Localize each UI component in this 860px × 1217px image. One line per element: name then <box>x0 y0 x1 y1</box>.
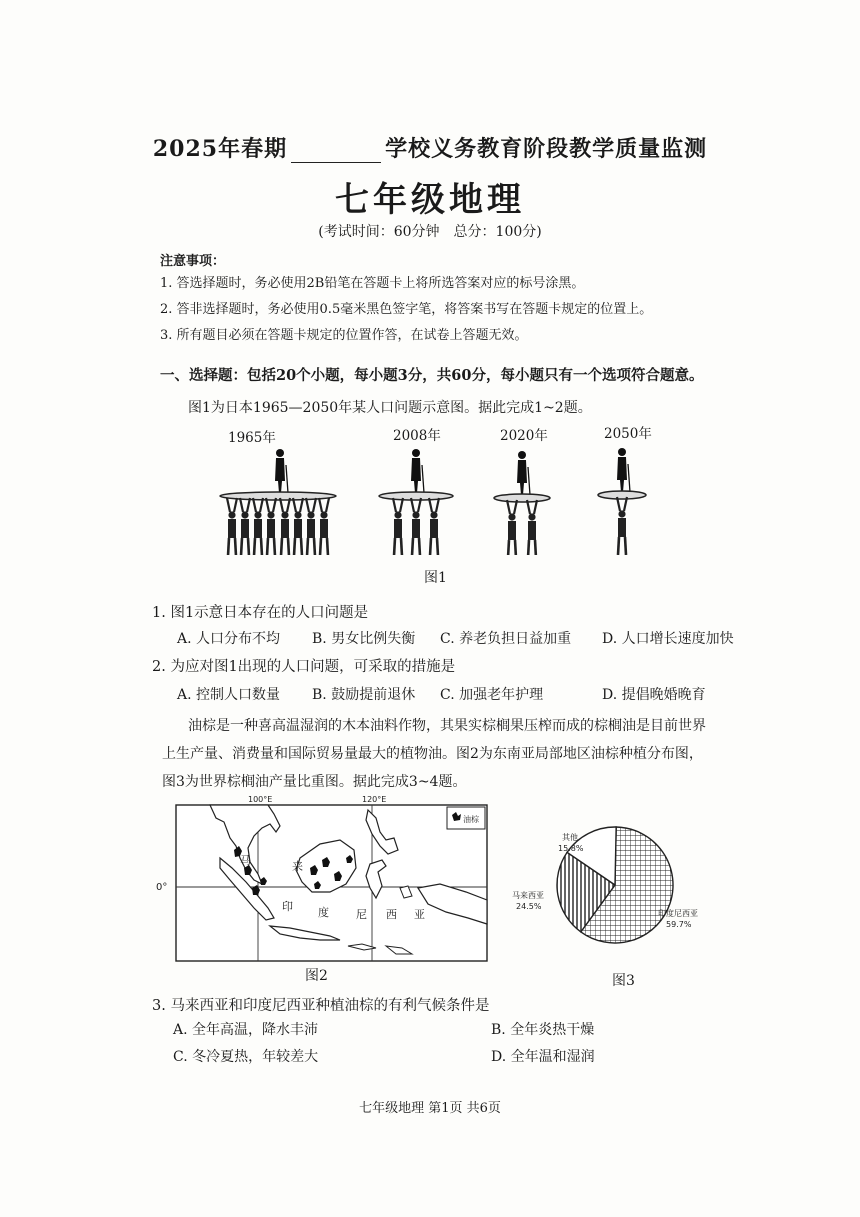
question-3-stem: 3. 马来西亚和印度尼西亚种植油棕的有利气候条件是 <box>152 998 490 1014</box>
map-label-ma: 马 <box>240 854 251 867</box>
oil-palm-map <box>150 788 495 968</box>
legend-label: 油棕 <box>463 815 479 824</box>
notice-item: 1. 答选择题时，务必使用2B铅笔在答题卡上将所选答案对应的标号涂黑。 <box>160 276 585 291</box>
pie-label-indonesia-pct: 59.7% <box>666 920 692 929</box>
question-2-stem: 2. 为应对图1出现的人口问题，可采取的措施是 <box>152 659 456 675</box>
intro-text: 油棕是一种喜高温湿润的木本油料作物，其果实棕榈果压榨而成的棕榈油是目前世界 <box>188 718 706 734</box>
map-label-char: 西 <box>386 908 397 921</box>
fig1-year-label: 2050年 <box>604 426 652 442</box>
question-3-option-c[interactable]: C. 冬冷夏热，年较差大 <box>173 1049 319 1065</box>
title-prefix: 2025年春期 <box>152 136 288 162</box>
intro-text: 图3为世界棕榈油产量比重图。据此完成3~4题。 <box>162 774 467 790</box>
palm-oil-pie-chart <box>500 800 710 970</box>
map-label-char: 亚 <box>414 908 425 921</box>
question-1-option-b[interactable]: B. 男女比例失衡 <box>312 631 416 647</box>
question-2-option-a[interactable]: A. 控制人口数量 <box>177 687 281 703</box>
map-label-char: 印 <box>282 900 293 913</box>
fig1-panel-1965 <box>220 449 336 555</box>
fig1-panel-2008 <box>379 449 453 555</box>
intro-text: 上生产量、消费量和国际贸易量最大的植物油。图2为东南亚局部地区油棕种植分布图， <box>162 746 703 762</box>
section-heading: 一、选择题：包括20个小题，每小题3分，共60分，每小题只有一个选项符合题意。 <box>160 367 704 384</box>
exam-title <box>0 132 860 163</box>
question-3-option-b[interactable]: B. 全年炎热干燥 <box>491 1022 595 1038</box>
pie-label-other-pct: 15.8% <box>558 844 584 853</box>
pie-label-malaysia-name: 马来西亚 <box>512 891 544 900</box>
question-2-option-b[interactable]: B. 鼓励提前退休 <box>312 687 416 703</box>
intro-text: 图1为日本1965—2050年某人口问题示意图。据此完成1~2题。 <box>188 400 592 416</box>
fig1-caption: 图1 <box>424 570 447 586</box>
question-3-option-a[interactable]: A. 全年高温，降水丰沛 <box>173 1022 319 1038</box>
title-suffix: 学校义务教育阶段教学质量监测 <box>385 136 708 162</box>
question-2-option-c[interactable]: C. 加强老年护理 <box>440 687 544 703</box>
school-blank <box>291 142 381 163</box>
fig1-year-label: 1965年 <box>228 430 276 446</box>
notice-item: 2. 答非选择题时，务必使用0.5毫米黑色签字笔，将答案书写在答题卡规定的位置上。 <box>160 302 653 317</box>
question-3-option-d[interactable]: D. 全年温和湿润 <box>491 1049 595 1065</box>
map-label-char: 尼 <box>356 908 367 921</box>
question-1-option-a[interactable]: A. 人口分布不均 <box>177 631 281 647</box>
notice-heading: 注意事项： <box>160 254 226 269</box>
fig1-year-label: 2020年 <box>500 428 548 444</box>
population-support-figure <box>210 440 660 555</box>
question-2-option-d[interactable]: D. 提倡晚婚晚育 <box>602 687 706 703</box>
fig3-caption: 图3 <box>612 973 635 989</box>
fig1-panel-2020 <box>494 451 550 555</box>
pie-label-other-name: 其他 <box>562 833 578 842</box>
map-label-char: 度 <box>318 906 329 919</box>
fig1-year-label: 2008年 <box>393 428 441 444</box>
notice-item: 3. 所有题目必须在答题卡规定的位置作答，在试卷上答题无效。 <box>160 328 528 343</box>
lon-label: 120°E <box>362 795 387 804</box>
map-label-lai: 来 <box>292 860 303 873</box>
fig2-caption: 图2 <box>305 968 328 984</box>
question-1-stem: 1. 图1示意日本存在的人口问题是 <box>152 605 369 621</box>
fig1-panel-2050 <box>598 448 646 555</box>
exam-info: (考试时间：60分钟 总分：100分) <box>318 224 542 240</box>
question-1-option-c[interactable]: C. 养老负担日益加重 <box>440 631 572 647</box>
page-footer: 七年级地理 第1页 共6页 <box>359 1101 501 1116</box>
subject-title: 七年级地理 <box>335 180 525 220</box>
question-1-option-d[interactable]: D. 人口增长速度加快 <box>602 631 734 647</box>
lat-label: 0° <box>156 882 168 893</box>
pie-label-indonesia-name: 印度尼西亚 <box>658 909 698 918</box>
pie-label-malaysia-pct: 24.5% <box>516 902 542 911</box>
lon-label: 100°E <box>248 795 273 804</box>
